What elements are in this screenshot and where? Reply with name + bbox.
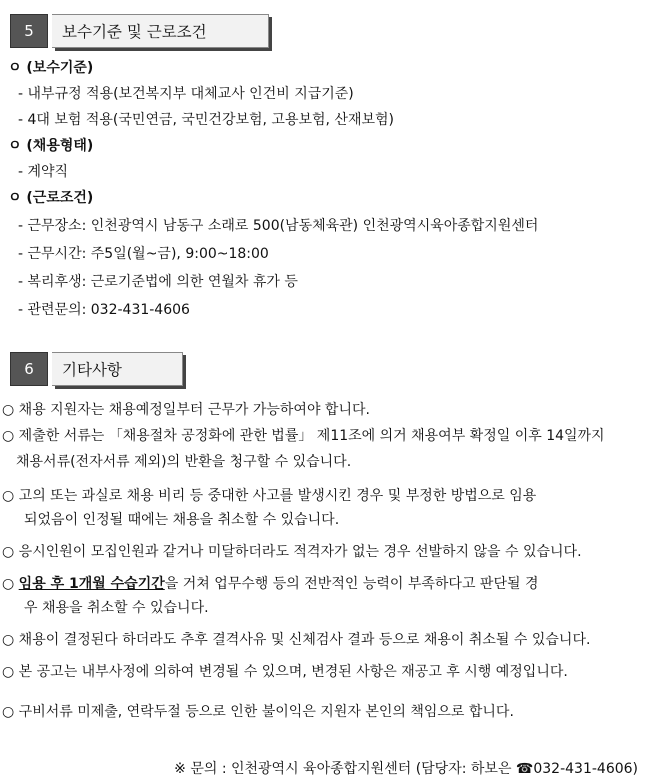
section-5-header (10, 14, 269, 48)
contact-footer: ※ 문의 : 인천광역시 육아종합지원센터 (담당자: 하보은 ☎032-431-4606) (174, 761, 638, 777)
pay-heading: ㅇ (보수기준) (8, 60, 94, 76)
work-item: - 관련문의: 032-431-4606 (18, 302, 190, 318)
employment-heading: ㅇ (채용형태) (8, 138, 94, 154)
notice-item: ○ 채용이 결정된다 하더라도 추후 결격사유 및 신체검사 결과 등으로 채용이 취소될 수 있습니다. (2, 632, 591, 648)
notice-item-continuation: 채용서류(전자서류 제외)의 반환을 청구할 수 있습니다. (16, 454, 352, 470)
section-title: 기타사항 (52, 352, 183, 386)
probation-text: 을 거쳐 업무수행 등의 전반적인 능력이 부족하다고 판단될 경 (164, 576, 539, 592)
notice-item-continuation: 되었음이 인정될 때에는 채용을 취소할 수 있습니다. (24, 512, 340, 528)
notice-item: ○ 구비서류 미제출, 연락두절 등으로 인한 불이익은 지원자 본인의 책임으로 합니다. (2, 704, 514, 720)
work-heading: ㅇ (근로조건) (8, 190, 94, 206)
notice-item: ○ 채용 지원자는 채용예정일부터 근무가 가능하여야 합니다. (2, 402, 370, 418)
pay-item: - 4대 보험 적용(국민연금, 국민건강보험, 고용보험, 산재보험) (18, 112, 394, 128)
work-item: - 근무장소: 인천광역시 남동구 소래로 500(남동체육관) 인천광역시육아종합지원센터 (18, 218, 539, 234)
section-title: 보수기준 및 근로조건 (52, 14, 269, 48)
section-number: 6 (10, 352, 48, 386)
work-item: - 복리후생: 근로기준법에 의한 연월차 휴가 등 (18, 274, 298, 290)
section-number: 5 (10, 14, 48, 48)
notice-item-continuation: 우 채용을 취소할 수 있습니다. (24, 600, 209, 616)
notice-item: ○ 응시인원이 모집인원과 같거나 미달하더라도 적격자가 없는 경우 선발하지 않을 수 있습니다. (2, 544, 582, 560)
notice-item: ○ 본 공고는 내부사정에 의하여 변경될 수 있으며, 변경된 사항은 재공고 후 시행 예정입니다. (2, 664, 568, 680)
employment-item: - 계약직 (18, 164, 69, 180)
pay-item: - 내부규정 적용(보건복지부 대체교사 인건비 지급기준) (18, 86, 354, 102)
notice-item: ○ 고의 또는 과실로 채용 비리 등 중대한 사고를 발생시킨 경우 및 부정한 방법으로 임용 (2, 488, 537, 504)
work-item: - 근무시간: 주5일(월~금), 9:00~18:00 (18, 246, 269, 262)
section-6-header (10, 352, 183, 386)
bullet: ○ (2, 576, 19, 592)
probation-emphasis: 임용 후 1개월 수습기간 (18, 576, 165, 592)
notice-item: ○ 제출한 서류는 「채용절차 공정화에 관한 법률」 제11조에 의거 채용여부 확정일 이후 14일까지 (2, 428, 605, 444)
notice-item-probation (2, 574, 538, 594)
